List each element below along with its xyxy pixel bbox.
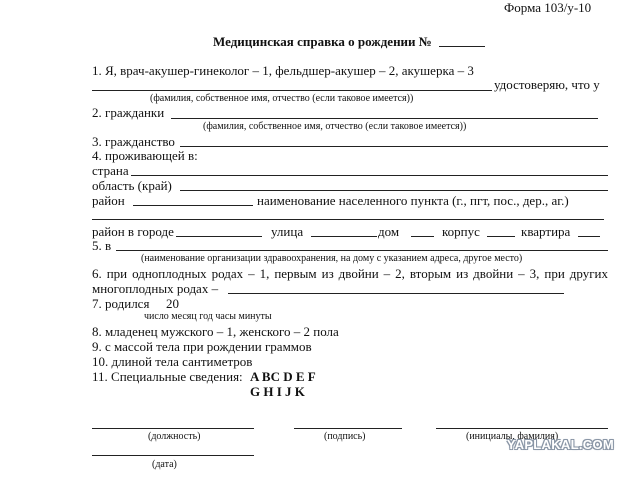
item-4-building: корпус <box>442 224 480 239</box>
item-3-line <box>180 146 608 147</box>
item-5-line <box>116 250 608 251</box>
item-10-text: 10. длиной тела сантиметров <box>92 354 253 369</box>
item-7-text: 7. родился <box>92 296 150 311</box>
item-9-text: 9. с массой тела при рождении граммов <box>92 339 312 354</box>
item-4-house: дом <box>378 224 400 239</box>
signature-line <box>294 428 402 429</box>
item-4-district-line <box>133 205 253 206</box>
item-6-text-2: многоплодных родах – <box>92 281 219 296</box>
item-4-house-line <box>411 236 434 237</box>
initials-caption: (инициалы, фамилия) <box>466 431 559 442</box>
item-11-codes-row-1: A BC D E F <box>250 369 316 384</box>
item-3-text: 3. гражданство <box>92 134 175 149</box>
item-5-caption: (наименование организации здравоохранения, на дому с указанием адреса, другое место) <box>141 253 523 264</box>
item-11-codes-row-2: G H I J K <box>250 384 305 399</box>
document-title: Медицинская справка о рождении № <box>213 34 432 49</box>
item-4-settlement: наименование населенного пункта (г., пгт, пос., дер., аг.) <box>257 193 569 208</box>
item-8-text: 8. младенец мужского – 1, женского – 2 пола <box>92 324 339 339</box>
item-4-text: 4. проживающей в: <box>92 148 198 163</box>
item-1-text: 1. Я, врач-акушер-гинеколог – 1, фельдшер-акушер – 2, акушерка – 3 <box>92 63 474 78</box>
item-1-caption: (фамилия, собственное имя, отчество (если таковое имеется)) <box>150 93 414 104</box>
item-4-region: область (край) <box>92 178 172 193</box>
item-1-suffix: удостоверяю, что у <box>494 77 600 92</box>
item-7-subcaption: число месяц год часы минуты <box>144 311 272 322</box>
position-caption: (должность) <box>148 431 201 442</box>
item-5-text: 5. в <box>92 238 112 253</box>
initials-line <box>436 428 608 429</box>
item-4-building-line <box>487 236 515 237</box>
item-1-name-line <box>92 90 492 91</box>
form-number: Форма 103/у-10 <box>504 0 592 15</box>
item-2-text: 2. гражданки <box>92 105 165 120</box>
item-2-line <box>171 118 598 119</box>
item-4-country: страна <box>92 163 129 178</box>
item-4-district: район <box>92 193 125 208</box>
item-4-region-line <box>180 190 608 191</box>
site-watermark: YAPLAKAL.COM <box>506 437 614 452</box>
item-11-text: 11. Специальные сведения: <box>92 369 243 384</box>
item-6-text: 6. при одноплодных родах – 1, первым из двойни – 2, вторым из двойни – 3, при других <box>92 266 608 281</box>
item-4-settlement-line <box>92 219 604 220</box>
item-4-apartment-line <box>578 236 600 237</box>
position-line <box>92 428 254 429</box>
item-4-street-line <box>311 236 377 237</box>
certificate-number-line <box>439 46 485 47</box>
item-2-caption: (фамилия, собственное имя, отчество (если таковое имеется)) <box>203 121 467 132</box>
date-line <box>92 455 254 456</box>
item-6-line <box>228 293 564 294</box>
item-4-apartment: квартира <box>521 224 571 239</box>
signature-caption: (подпись) <box>324 431 366 442</box>
date-caption: (дата) <box>152 459 177 470</box>
item-4-country-line <box>131 175 608 176</box>
item-7-year: 20 <box>166 296 179 311</box>
item-4-street: улица <box>271 224 304 239</box>
item-4-city-district-line <box>176 236 262 237</box>
item-4-city-district: район в городе <box>92 224 174 239</box>
